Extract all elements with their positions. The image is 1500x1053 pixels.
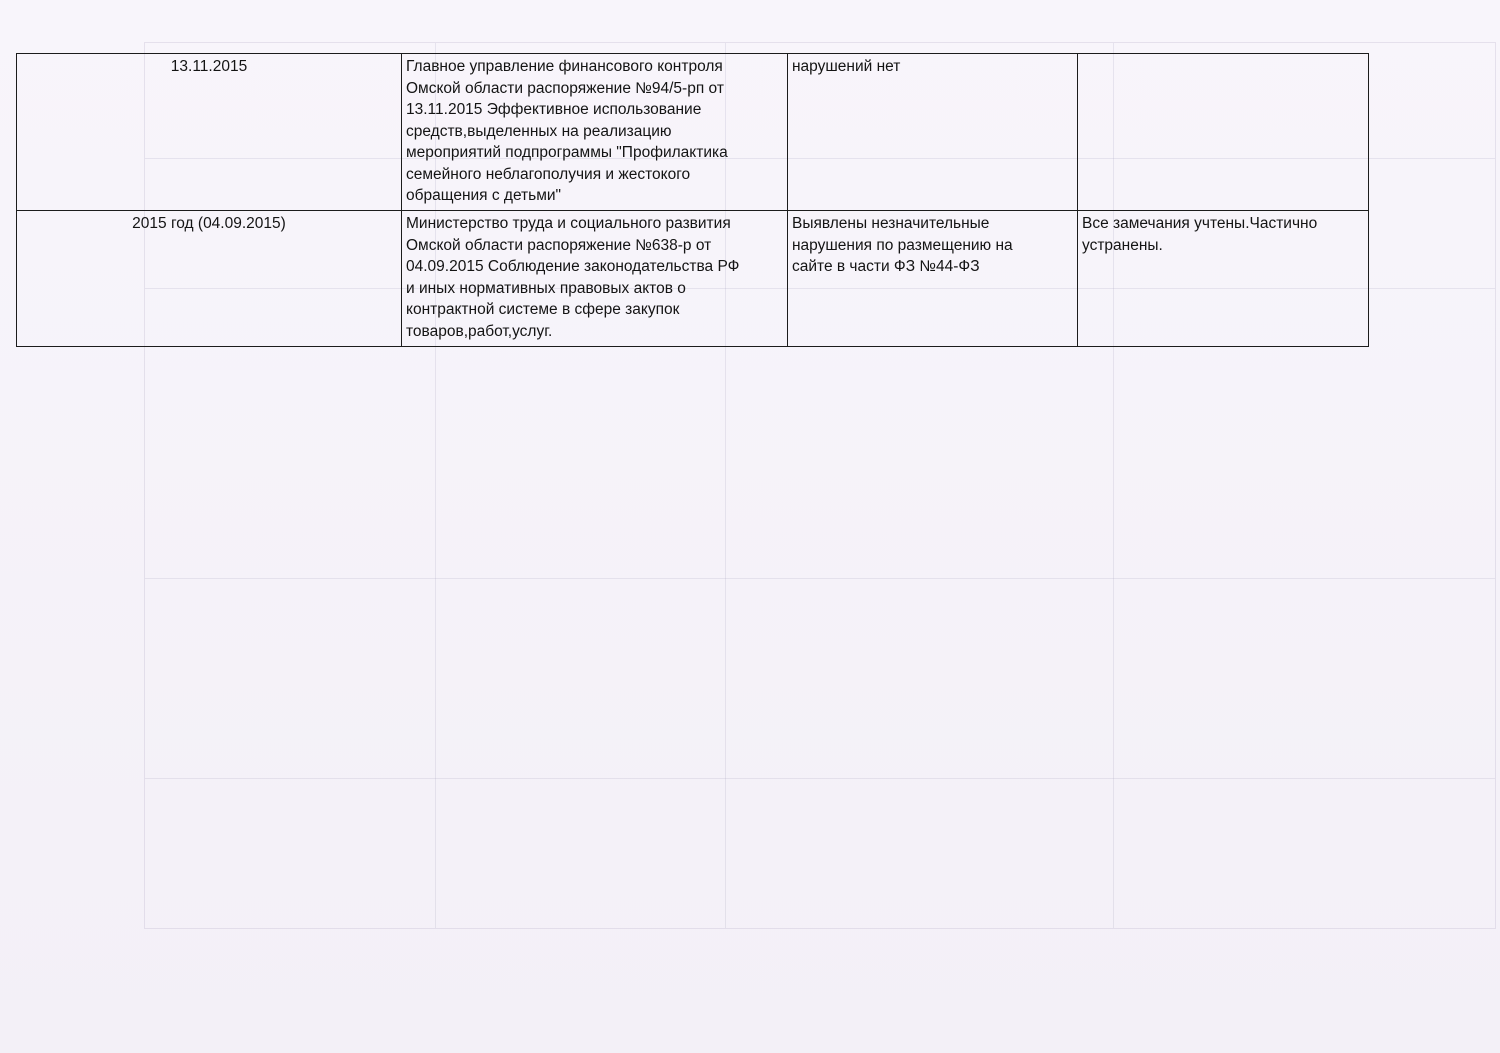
inspections-table [16, 53, 1369, 347]
measures-taken-cell [1078, 54, 1369, 211]
inspecting-authority-cell: Главное управление финансового контроля Омской области распоряжение №94/5-рп от 13.11.2015 Эффективное использование средств,выделенных на реализацию мероприятий подпрограммы "Профилактика семейного неблагополучия и жестокого обращения с детьми" [402, 54, 788, 211]
inspection-result-cell: Выявлены незначительные нарушения по размещению на сайте в части ФЗ №44-ФЗ [788, 211, 1078, 347]
ghost-line [145, 778, 1495, 779]
measures-taken-cell: Все замечания учтены.Частично устранены. [1078, 211, 1369, 347]
inspecting-authority-cell: Министерство труда и социального развития Омской области распоряжение №638-р от 04.09.2015 Соблюдение законодательства РФ и иных нормативных правовых актов о контрактной системе в сфере закупок товаров,работ,услуг. [402, 211, 788, 347]
inspection-date-cell: 13.11.2015 [17, 54, 402, 211]
inspection-result-cell: нарушений нет [788, 54, 1078, 211]
table-row [17, 54, 1369, 211]
ghost-line [145, 578, 1495, 579]
table-row [17, 211, 1369, 347]
inspection-date-cell: 2015 год (04.09.2015) [17, 211, 402, 347]
